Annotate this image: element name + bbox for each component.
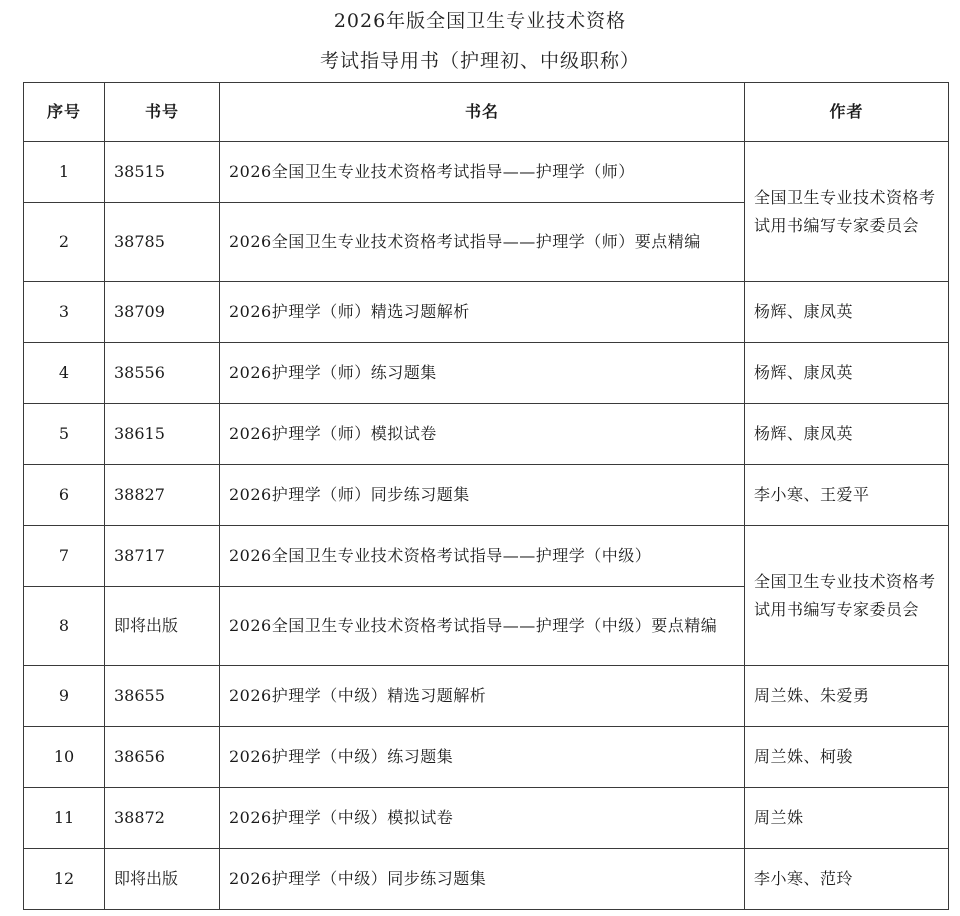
table-row	[24, 526, 949, 587]
cell-name: 2026全国卫生专业技术资格考试指导——护理学（师）	[220, 142, 745, 203]
cell-author: 杨辉、康凤英	[745, 282, 949, 343]
cell-name: 2026全国卫生专业技术资格考试指导——护理学（中级）要点精编	[220, 587, 745, 666]
table-row	[24, 465, 949, 526]
table-header-row	[24, 83, 949, 142]
cell-seq: 6	[24, 465, 105, 526]
cell-author: 杨辉、康凤英	[745, 343, 949, 404]
cell-seq: 1	[24, 142, 105, 203]
cell-seq: 8	[24, 587, 105, 666]
cell-code: 38615	[105, 404, 220, 465]
table-row	[24, 142, 949, 203]
table-row	[24, 788, 949, 849]
cell-author: 周兰姝、柯骏	[745, 727, 949, 788]
cell-code: 38785	[105, 203, 220, 282]
cell-seq: 2	[24, 203, 105, 282]
cell-code: 38872	[105, 788, 220, 849]
cell-seq: 11	[24, 788, 105, 849]
cell-author-merged: 全国卫生专业技术资格考试用书编写专家委员会	[745, 142, 949, 282]
cell-seq: 10	[24, 727, 105, 788]
cell-name: 2026护理学（师）精选习题解析	[220, 282, 745, 343]
cell-author: 周兰姝	[745, 788, 949, 849]
table-row	[24, 404, 949, 465]
cell-code: 即将出版	[105, 587, 220, 666]
cell-name: 2026护理学（师）练习题集	[220, 343, 745, 404]
table-row	[24, 282, 949, 343]
cell-code: 38655	[105, 666, 220, 727]
cell-code: 38709	[105, 282, 220, 343]
header-author: 作者	[745, 83, 949, 142]
cell-name: 2026护理学（中级）练习题集	[220, 727, 745, 788]
header-code: 书号	[105, 83, 220, 142]
cell-code: 38717	[105, 526, 220, 587]
cell-seq: 5	[24, 404, 105, 465]
cell-name: 2026护理学（中级）精选习题解析	[220, 666, 745, 727]
cell-author: 杨辉、康凤英	[745, 404, 949, 465]
table-row	[24, 727, 949, 788]
cell-seq: 9	[24, 666, 105, 727]
cell-author: 李小寒、范玲	[745, 849, 949, 910]
header-name: 书名	[220, 83, 745, 142]
table-row	[24, 343, 949, 404]
cell-author: 周兰姝、朱爱勇	[745, 666, 949, 727]
cell-code: 即将出版	[105, 849, 220, 910]
cell-code: 38515	[105, 142, 220, 203]
document-title: 2026年版全国卫生专业技术资格	[333, 10, 627, 32]
cell-author-merged: 全国卫生专业技术资格考试用书编写专家委员会	[745, 526, 949, 666]
table-row	[24, 666, 949, 727]
cell-code: 38827	[105, 465, 220, 526]
document-subtitle: 考试指导用书（护理初、中级职称）	[319, 50, 640, 72]
table-row	[24, 849, 949, 910]
cell-name: 2026护理学（师）同步练习题集	[220, 465, 745, 526]
cell-name: 2026全国卫生专业技术资格考试指导——护理学（中级）	[220, 526, 745, 587]
book-list-table	[23, 82, 949, 910]
cell-code: 38556	[105, 343, 220, 404]
cell-seq: 12	[24, 849, 105, 910]
cell-name: 2026全国卫生专业技术资格考试指导——护理学（师）要点精编	[220, 203, 745, 282]
cell-author: 李小寒、王爱平	[745, 465, 949, 526]
cell-code: 38656	[105, 727, 220, 788]
cell-seq: 7	[24, 526, 105, 587]
cell-name: 2026护理学（中级）模拟试卷	[220, 788, 745, 849]
cell-name: 2026护理学（中级）同步练习题集	[220, 849, 745, 910]
cell-seq: 4	[24, 343, 105, 404]
cell-name: 2026护理学（师）模拟试卷	[220, 404, 745, 465]
cell-seq: 3	[24, 282, 105, 343]
header-seq: 序号	[24, 83, 105, 142]
